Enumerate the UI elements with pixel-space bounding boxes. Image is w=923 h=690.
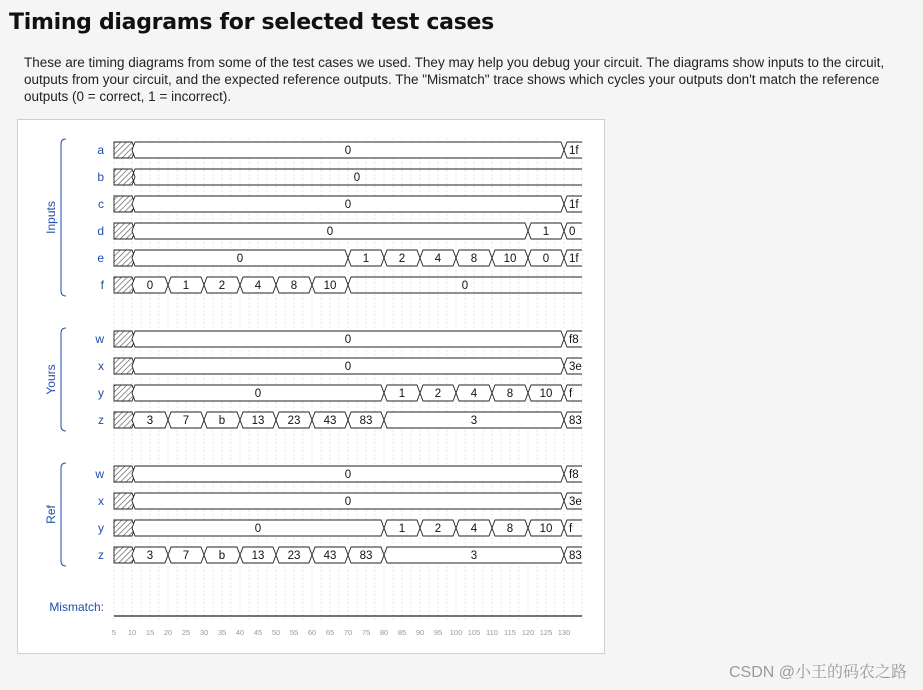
bus-value: 7 [182,550,190,562]
bus-value: f8 [569,334,579,346]
group-label: Ref [44,505,58,524]
signal-name: z [98,548,104,562]
bus-value: f8 [569,469,579,481]
bus-value: 83 [359,550,373,562]
timing-diagram [18,120,604,653]
intro-paragraph: These are timing diagrams from some of the test cases we used. They may help you debug your circuit. The diagrams show inputs to the circuit, outputs from your circuit, and the expected reference outputs. The "Mismatch" trace shows which cycles your outputs don't match the reference outputs (0 = correct, 1 = incorrect). [24,55,885,104]
time-tick-label: 5 [111,628,117,637]
bus-value: 3 [470,550,478,562]
bus-value: 1 [182,280,190,292]
group-bracket [61,139,66,296]
bus-value: 0 [326,226,334,238]
bus-value: 4 [434,253,442,265]
bus-value: 1f [569,253,579,265]
signal-name: d [97,224,104,238]
bus-value: 0 [254,523,262,535]
bus-value: 1 [398,388,406,400]
bus-value: 83 [359,415,373,427]
time-tick-label: 25 [181,628,191,637]
bus-value: 1f [569,199,579,211]
bus-value: 0 [344,145,352,157]
bus-value: 3 [146,550,154,562]
signal-name: a [97,143,104,157]
bus-value: 0 [344,469,352,481]
signal-name: w [95,332,104,346]
time-tick-label: 70 [343,628,353,637]
bus-value: 83 [569,550,582,562]
timing-diagram-panel [17,119,605,654]
bus-value: 3e [569,361,582,373]
group-bracket [61,463,66,566]
bus-value: 43 [323,415,337,427]
bus-value: 0 [461,280,469,292]
bus-value: 1 [398,523,406,535]
time-tick-label: 120 [521,628,535,637]
bus-value: 2 [434,388,442,400]
bus-value: 3e [569,496,582,508]
bus-value: 1 [362,253,370,265]
bus-value: b [218,550,226,562]
signal-name: c [98,197,104,211]
bus-value: 1 [542,226,550,238]
bus-value: 13 [251,415,265,427]
bus-value: 23 [287,550,301,562]
time-tick-label: 90 [415,628,425,637]
bus-value: 0 [146,280,154,292]
time-tick-label: 35 [217,628,227,637]
time-tick-label: 20 [163,628,173,637]
time-tick-label: 85 [397,628,407,637]
bus-value: 1f [569,145,579,157]
time-tick-label: 125 [539,628,553,637]
bus-value: 0 [254,388,262,400]
bus-value: 2 [434,523,442,535]
csdn-watermark: CSDN @小王的码农之路 [728,664,907,681]
time-tick-label: 80 [379,628,389,637]
time-tick-label: 75 [361,628,371,637]
signal-name: e [97,251,104,265]
bus-value: 4 [470,388,478,400]
bus-value: 0 [542,253,550,265]
bus-value: 2 [218,280,226,292]
time-tick-label: 50 [271,628,281,637]
bus-value: b [218,415,226,427]
time-tick-label: 60 [307,628,317,637]
time-tick-label: 55 [289,628,299,637]
bus-value: 4 [254,280,262,292]
bus-value: 3 [470,415,478,427]
time-tick-label: 30 [199,628,209,637]
signal-name: y [98,521,104,535]
signal-name: y [98,386,104,400]
bus-value: 2 [398,253,406,265]
signal-name: b [97,170,104,184]
time-tick-label: 130 [557,628,571,637]
bus-value: 4 [470,523,478,535]
page-title: Timing diagrams for selected test cases [9,10,494,35]
bus-value: 0 [569,226,576,238]
bus-value: 8 [290,280,298,292]
signal-name: x [98,359,104,373]
time-tick-label: 65 [325,628,335,637]
mismatch-label: Mismatch: [49,600,104,614]
time-tick-label: 100 [449,628,463,637]
bus-value: 8 [506,523,514,535]
bus-value: 83 [569,415,582,427]
bus-value: 13 [251,550,265,562]
bus-value: f [569,388,573,400]
bus-value: f [569,523,573,535]
bus-value: 10 [539,523,553,535]
time-tick-label: 40 [235,628,245,637]
signal-name: x [98,494,104,508]
signal-name: f [100,278,104,292]
signal-name: z [98,413,104,427]
group-label: Yours [44,364,58,395]
bus-value: 7 [182,415,190,427]
bus-value: 8 [470,253,478,265]
bus-value: 8 [506,388,514,400]
bus-value: 0 [344,496,352,508]
bus-value: 0 [236,253,244,265]
bus-value: 0 [344,361,352,373]
bus-value: 43 [323,550,337,562]
bus-value: 0 [344,199,352,211]
time-tick-label: 110 [486,628,498,637]
signal-name: w [95,467,104,481]
time-tick-label: 115 [504,628,516,637]
group-label: Inputs [44,201,58,234]
time-tick-label: 45 [253,628,263,637]
bus-value: 23 [287,415,301,427]
time-tick-label: 10 [127,628,137,637]
time-tick-label: 95 [433,628,443,637]
bus-value: 0 [344,334,352,346]
bus-value: 3 [146,415,154,427]
bus-value: 0 [353,172,361,184]
bus-value: 10 [539,388,553,400]
group-bracket [61,328,66,431]
bus-value: 10 [323,280,337,292]
time-tick-label: 105 [467,628,481,637]
bus-value: 10 [503,253,517,265]
undefined-region [114,169,135,185]
time-tick-label: 15 [145,628,155,637]
